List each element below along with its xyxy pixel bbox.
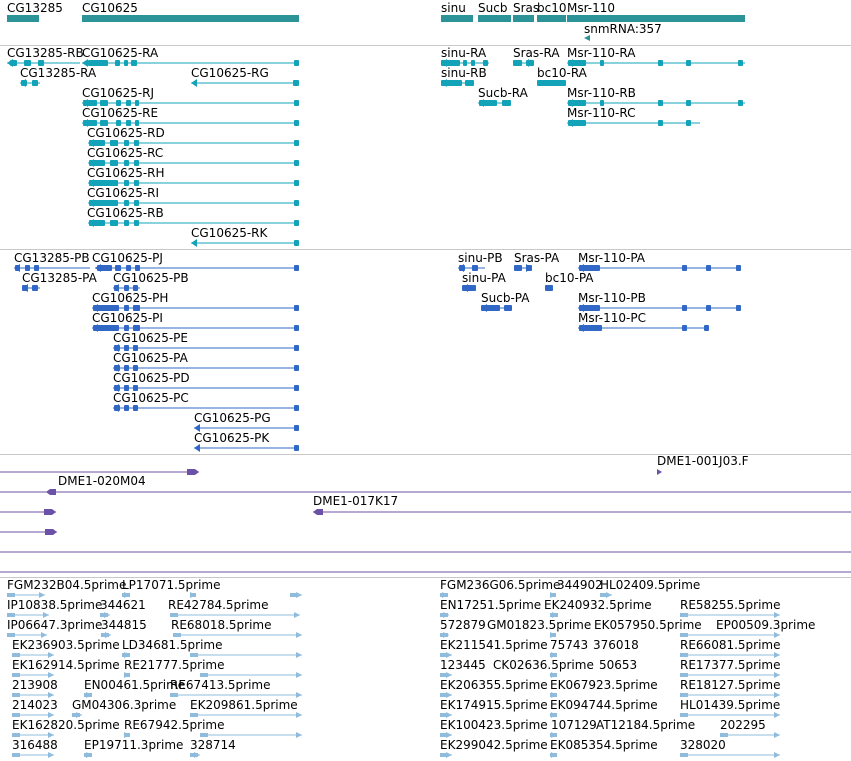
protein-label[interactable]: bc10-PA xyxy=(545,271,594,285)
est-block xyxy=(7,633,15,637)
exon-block xyxy=(294,265,299,271)
est-label[interactable]: EK206355.5prime xyxy=(440,678,548,692)
est-label[interactable]: RE66081.5prime xyxy=(680,638,781,652)
est-label[interactable]: 50653 xyxy=(599,658,638,672)
protein-feature[interactable] xyxy=(578,324,709,332)
gene-label[interactable]: bc10 xyxy=(537,1,567,15)
exon-block xyxy=(682,325,687,331)
est-block xyxy=(173,633,181,637)
est-label[interactable]: RE67413.5prime xyxy=(170,678,271,692)
exon-block xyxy=(682,305,687,311)
est-label[interactable]: EK057950.5prime xyxy=(594,618,702,632)
exon-block xyxy=(294,425,299,431)
exon-block xyxy=(124,405,129,411)
transcript-label[interactable]: sinu-RB xyxy=(441,66,487,80)
gene-label[interactable]: Sucb xyxy=(478,1,508,15)
exon-block xyxy=(513,60,522,66)
exon-block xyxy=(682,265,687,271)
exon-block xyxy=(514,265,522,271)
protein-label[interactable]: sinu-PB xyxy=(458,251,503,265)
protein-label[interactable]: CG10625-PB xyxy=(113,271,189,285)
est-feature[interactable] xyxy=(12,752,54,758)
exon-block xyxy=(537,80,566,86)
transcript-label[interactable]: CG10625-RC xyxy=(87,146,164,160)
exon-block xyxy=(294,100,299,106)
protein-label[interactable]: CG13285-PB xyxy=(14,251,90,265)
est-feature[interactable] xyxy=(290,592,302,598)
arrow-right-icon xyxy=(296,672,302,678)
est-label[interactable]: 75743 xyxy=(550,638,589,652)
est-label[interactable]: IP06647.3prime xyxy=(7,618,103,632)
est-block xyxy=(170,693,178,697)
transcript-feature[interactable] xyxy=(478,99,511,107)
clone-label[interactable]: DME1-017K17 xyxy=(313,494,399,508)
est-label[interactable]: HL01439.5prime xyxy=(680,698,781,712)
exon-block xyxy=(294,365,299,371)
est-feature[interactable] xyxy=(440,752,452,758)
est-label[interactable]: RE42784.5prime xyxy=(168,598,269,612)
exon-block xyxy=(294,120,299,126)
arrow-right-icon xyxy=(296,732,302,738)
protein-label[interactable]: Msr-110-PA xyxy=(578,251,646,265)
est-block xyxy=(170,613,178,617)
est-block xyxy=(200,733,208,737)
est-label[interactable]: AT12184.5prime xyxy=(596,718,696,732)
est-label[interactable]: RE58255.5prime xyxy=(680,598,781,612)
est-block xyxy=(12,673,20,677)
arrow-right-icon xyxy=(194,752,200,758)
transcript-label[interactable]: Sucb-RA xyxy=(478,86,528,100)
clone-end-icon xyxy=(313,509,323,515)
transcript-feature[interactable] xyxy=(537,80,566,86)
exon-block xyxy=(504,305,512,311)
exon-block xyxy=(465,80,474,86)
arrow-right-icon xyxy=(296,712,302,718)
protein-label[interactable]: CG13285-PA xyxy=(22,271,97,285)
exon-block xyxy=(658,120,663,126)
exon-block xyxy=(294,60,299,66)
transcript-label[interactable]: Sras-RA xyxy=(513,46,560,60)
protein-label[interactable]: CG10625-PC xyxy=(113,391,189,405)
transcript-label[interactable]: CG13285-RB xyxy=(7,46,84,60)
exon-block xyxy=(294,160,299,166)
transcript-label[interactable]: CG13285-RA xyxy=(20,66,97,80)
protein-label[interactable]: sinu-PA xyxy=(462,271,506,285)
protein-label[interactable]: CG10625-PK xyxy=(194,431,270,445)
est-feature[interactable] xyxy=(190,752,200,758)
est-label[interactable]: EK174915.5prime xyxy=(440,698,548,712)
exon-block xyxy=(110,220,118,226)
protein-label[interactable]: CG10625-PD xyxy=(113,371,190,385)
gene-feature[interactable] xyxy=(441,1,473,22)
protein-label[interactable]: Msr-110-PB xyxy=(578,291,646,305)
exon-block xyxy=(134,220,139,226)
gene-glyph[interactable] xyxy=(513,15,534,22)
arrow-left-icon xyxy=(191,79,197,87)
transcript-feature[interactable] xyxy=(191,79,299,87)
est-feature[interactable] xyxy=(84,752,92,758)
clone-label[interactable]: DME1-001J03.F xyxy=(657,454,749,468)
est-block xyxy=(7,593,15,597)
est-block xyxy=(190,713,198,717)
transcript-feature[interactable] xyxy=(441,79,474,87)
est-block xyxy=(12,653,20,657)
est-label[interactable]: 107129 xyxy=(551,718,597,732)
est-label[interactable]: GM01823.5prime xyxy=(487,618,592,632)
exon-block xyxy=(658,100,663,106)
protein-label[interactable]: CG10625-PJ xyxy=(92,251,163,265)
exon-block xyxy=(32,80,38,86)
exon-block xyxy=(131,60,137,66)
transcript-feature[interactable] xyxy=(567,119,700,127)
protein-label[interactable]: CG10625-PA xyxy=(113,351,188,365)
protein-label[interactable]: CG10625-PI xyxy=(92,311,163,325)
gene-label[interactable]: snmRNA:357 xyxy=(584,22,662,36)
est-label[interactable]: EK100423.5prime xyxy=(440,718,548,732)
est-label[interactable]: RE18127.5prime xyxy=(680,678,781,692)
est-label[interactable]: EK209861.5prime xyxy=(190,698,298,712)
arrow-right-icon xyxy=(774,712,780,718)
protein-feature[interactable] xyxy=(481,304,512,312)
exon-block xyxy=(545,285,553,291)
est-track xyxy=(7,578,815,758)
est-label[interactable]: EP00509.3prime xyxy=(716,618,816,632)
transcript-label[interactable]: Msr-110-RB xyxy=(567,86,636,100)
exon-block xyxy=(115,60,120,66)
est-block xyxy=(720,733,728,737)
protein-label[interactable]: Sras-PA xyxy=(514,251,560,265)
est-label[interactable]: RE17377.5prime xyxy=(680,658,781,672)
gene-glyph[interactable] xyxy=(537,15,566,22)
est-label[interactable]: 344621 xyxy=(100,598,146,612)
est-block xyxy=(680,653,688,657)
gene-label[interactable]: CG13285 xyxy=(7,1,63,15)
exon-block xyxy=(294,345,299,351)
protein-feature[interactable] xyxy=(578,264,741,272)
exon-block xyxy=(294,140,299,146)
protein-label[interactable]: CG10625-PH xyxy=(92,291,169,305)
gene-feature[interactable] xyxy=(567,1,745,22)
exon-block xyxy=(294,385,299,391)
protein-feature[interactable] xyxy=(462,284,476,292)
transcript-track xyxy=(7,46,745,247)
clone-end-icon xyxy=(45,529,57,535)
gene-feature[interactable] xyxy=(7,1,63,22)
gene-feature[interactable] xyxy=(82,1,299,22)
exon-block xyxy=(736,305,741,311)
transcript-feature[interactable] xyxy=(20,79,40,87)
exon-block xyxy=(294,305,299,311)
protein-label[interactable]: Sucb-PA xyxy=(481,291,530,305)
est-label[interactable]: 328714 xyxy=(190,738,236,752)
est-block xyxy=(7,613,15,617)
exon-block xyxy=(736,265,741,271)
protein-track xyxy=(14,251,741,452)
est-label[interactable]: 376018 xyxy=(593,638,639,652)
est-label[interactable]: LP17071.5prime xyxy=(122,578,221,592)
exon-block xyxy=(738,60,743,66)
arrow-left-icon xyxy=(194,444,200,452)
clone-feature[interactable] xyxy=(0,489,851,495)
exon-block xyxy=(704,325,709,331)
clone-label[interactable]: DME1-020M04 xyxy=(58,474,146,488)
gene-glyph[interactable] xyxy=(441,15,473,22)
transcript-label[interactable]: CG10625-RH xyxy=(87,166,165,180)
exon-block xyxy=(706,305,711,311)
est-label[interactable]: 344815 xyxy=(101,618,147,632)
gene-feature[interactable] xyxy=(537,1,566,22)
exon-block xyxy=(124,60,128,66)
gene-track xyxy=(7,1,745,41)
arrow-right-icon xyxy=(296,632,302,638)
est-label[interactable]: 202295 xyxy=(720,718,766,732)
protein-label[interactable]: CG10625-PG xyxy=(194,411,271,425)
exon-block xyxy=(293,80,299,86)
est-label[interactable]: EK211541.5prime xyxy=(440,638,548,652)
clone-feature[interactable] xyxy=(0,529,57,535)
est-label[interactable]: RE21777.5prime xyxy=(124,658,225,672)
transcript-label[interactable]: CG10625-RA xyxy=(82,46,159,60)
arrow-right-icon xyxy=(294,612,300,618)
est-label[interactable]: 213908 xyxy=(12,678,58,692)
arrow-right-icon xyxy=(774,732,780,738)
est-block xyxy=(200,673,208,677)
clone-feature[interactable] xyxy=(0,509,56,515)
est-block xyxy=(12,753,20,757)
est-block xyxy=(680,613,688,617)
transcript-feature[interactable] xyxy=(191,239,299,247)
gene-label[interactable]: Msr-110 xyxy=(567,1,616,15)
transcript-feature[interactable] xyxy=(567,59,745,67)
est-block xyxy=(680,753,688,757)
transcript-label[interactable]: CG10625-RJ xyxy=(82,86,155,100)
est-block xyxy=(680,673,688,677)
clone-end-icon xyxy=(46,489,56,495)
est-label[interactable]: 328020 xyxy=(680,738,726,752)
arrow-right-icon xyxy=(48,752,54,758)
est-label[interactable]: EK162820.5prime xyxy=(12,718,120,732)
transcript-feature[interactable] xyxy=(513,59,534,67)
arrow-left-icon xyxy=(191,239,197,247)
est-label[interactable]: 344902 xyxy=(557,578,603,592)
est-label[interactable]: EK236903.5prime xyxy=(12,638,120,652)
exon-block xyxy=(294,240,299,246)
gene-feature[interactable] xyxy=(478,1,511,22)
clone-end-icon xyxy=(44,509,56,515)
est-block xyxy=(12,713,20,717)
exon-block xyxy=(658,60,663,66)
transcript-label[interactable]: CG10625-RB xyxy=(87,206,164,220)
est-label[interactable]: EK299042.5prime xyxy=(440,738,548,752)
est-label[interactable]: EN17251.5prime xyxy=(440,598,542,612)
arrow-right-icon xyxy=(296,592,302,598)
transcript-label[interactable]: Msr-110-RC xyxy=(567,106,636,120)
exon-block xyxy=(294,180,299,186)
est-label[interactable]: RE67942.5prime xyxy=(124,718,225,732)
exon-block xyxy=(686,100,691,106)
exon-block xyxy=(124,220,129,226)
est-label[interactable]: 316488 xyxy=(12,738,58,752)
transcript-label[interactable]: sinu-RA xyxy=(441,46,487,60)
gene-glyph[interactable] xyxy=(7,15,39,22)
arrow-right-icon xyxy=(774,752,780,758)
protein-feature[interactable] xyxy=(545,285,553,291)
arrow-right-icon xyxy=(446,752,452,758)
est-label[interactable]: IP10838.5prime xyxy=(7,598,103,612)
est-block xyxy=(190,653,198,657)
est-block xyxy=(12,693,20,697)
est-block xyxy=(12,733,20,737)
exon-block xyxy=(294,445,299,451)
exon-block xyxy=(600,60,604,66)
gene-glyph[interactable] xyxy=(478,15,511,22)
arrow-right-icon xyxy=(296,652,302,658)
exon-block xyxy=(294,220,299,226)
est-block xyxy=(680,713,688,717)
gene-feature[interactable] xyxy=(513,1,539,22)
exon-block xyxy=(686,120,691,126)
arrow-left-icon xyxy=(7,59,13,67)
transcript-label[interactable]: bc10-RA xyxy=(537,66,587,80)
exon-block xyxy=(294,200,299,206)
protein-label[interactable]: CG10625-PE xyxy=(113,331,188,345)
est-block xyxy=(680,633,688,637)
transcript-label[interactable]: CG10625-RK xyxy=(191,226,268,240)
protein-feature[interactable] xyxy=(194,444,299,452)
est-label[interactable]: EK067923.5prime xyxy=(550,678,658,692)
est-feature[interactable] xyxy=(550,752,557,758)
exon-block xyxy=(738,100,743,106)
transcript-label[interactable]: CG10625-RG xyxy=(191,66,269,80)
clone-feature[interactable] xyxy=(313,509,851,515)
est-label[interactable]: EP19711.3prime xyxy=(84,738,184,752)
arrow-right-icon xyxy=(86,752,92,758)
gene-label[interactable]: Sras xyxy=(513,1,540,15)
clone-end-icon xyxy=(657,469,662,475)
exon-block xyxy=(294,405,299,411)
exon-block xyxy=(502,100,511,106)
clone-track xyxy=(0,454,851,572)
est-block xyxy=(680,693,688,697)
transcript-label[interactable]: CG10625-RE xyxy=(82,106,159,120)
est-label[interactable]: EK162914.5prime xyxy=(12,658,120,672)
protein-label[interactable]: Msr-110-PC xyxy=(578,311,646,325)
est-label[interactable]: EK085354.5prime xyxy=(550,738,658,752)
est-label[interactable]: FGM232B04.5prime xyxy=(7,578,127,592)
est-label[interactable]: CK02636.5prime xyxy=(493,658,594,672)
est-feature[interactable] xyxy=(680,752,780,758)
arrow-right-icon xyxy=(551,752,557,758)
exon-block xyxy=(294,325,299,331)
est-feature[interactable] xyxy=(720,732,780,738)
transcript-label[interactable]: CG10625-RD xyxy=(87,126,165,140)
est-label[interactable]: EK094744.5prime xyxy=(550,698,658,712)
protein-feature[interactable] xyxy=(514,264,532,272)
est-label[interactable]: 214023 xyxy=(12,698,58,712)
est-label[interactable]: 572879 xyxy=(440,618,486,632)
est-label[interactable]: EN00461.5prime xyxy=(84,678,186,692)
est-label[interactable]: FGM236G06.5prime xyxy=(440,578,561,592)
gene-label[interactable]: sinu xyxy=(441,1,466,15)
est-label[interactable]: RE68018.5prime xyxy=(171,618,272,632)
exon-block xyxy=(706,265,711,271)
protein-feature[interactable] xyxy=(22,284,40,292)
exon-block xyxy=(686,60,691,66)
clone-end-icon xyxy=(187,469,199,475)
exon-block xyxy=(32,285,38,291)
gene-glyph[interactable] xyxy=(82,15,299,22)
gene-feature[interactable] xyxy=(584,22,662,41)
est-label[interactable]: LD34681.5prime xyxy=(122,638,223,652)
est-label[interactable]: HL02409.5prime xyxy=(600,578,701,592)
est-label[interactable]: EK240932.5prime xyxy=(544,598,652,612)
gene-glyph[interactable] xyxy=(567,15,745,22)
exon-block xyxy=(133,405,138,411)
est-label[interactable]: GM04306.3prime xyxy=(72,698,177,712)
transcript-label[interactable]: CG10625-RI xyxy=(87,186,160,200)
gene-label[interactable]: CG10625 xyxy=(82,1,138,15)
est-label[interactable]: 123445 xyxy=(440,658,486,672)
transcript-label[interactable]: Msr-110-RA xyxy=(567,46,636,60)
